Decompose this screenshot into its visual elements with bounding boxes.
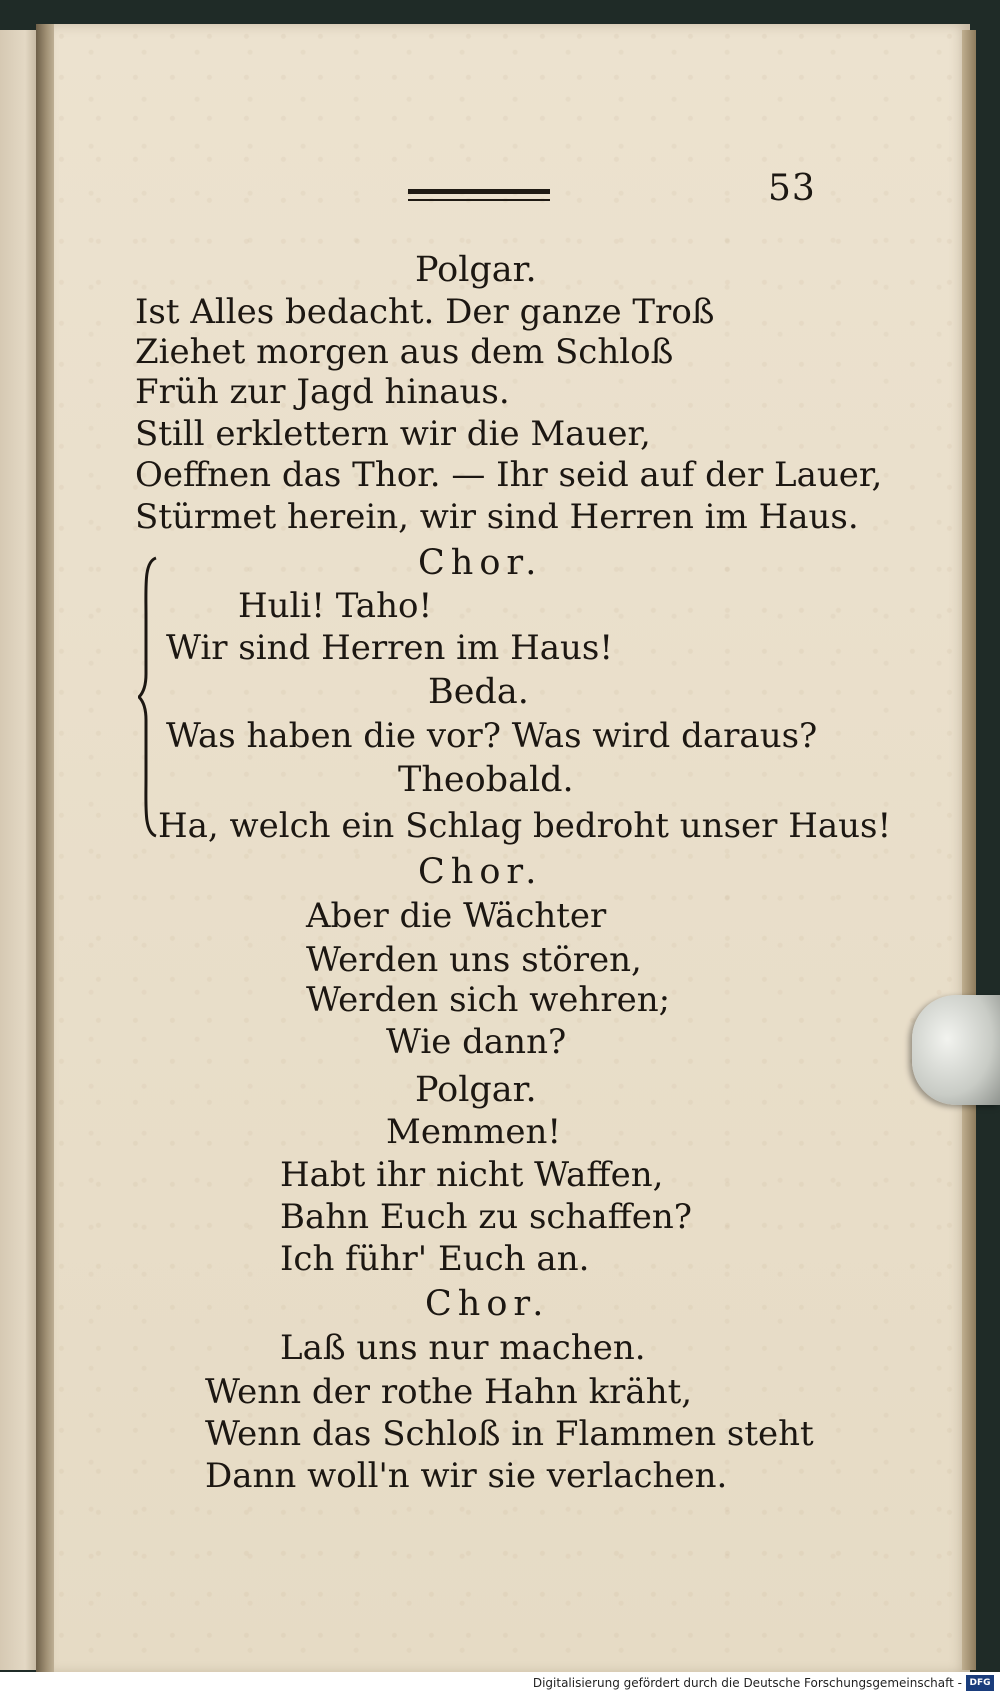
speaker-heading: Chor. <box>425 1284 550 1324</box>
digitization-footer <box>0 1672 1000 1695</box>
verse-line: Werden uns stören, <box>306 940 642 980</box>
verse-line: Was haben die vor? Was wird daraus? <box>166 716 818 756</box>
speaker-heading: Chor. <box>418 852 543 892</box>
verse-line: Still erklettern wir die Mauer, <box>135 414 651 454</box>
choral-brace <box>138 556 158 838</box>
verse-line: Wenn der rothe Hahn kräht, <box>205 1372 693 1412</box>
verse-line: Wie dann? <box>386 1022 567 1062</box>
dfg-logo: DFG <box>966 1675 994 1691</box>
page-number: 53 <box>768 168 816 209</box>
verse-line: Ziehet morgen aus dem Schloß <box>135 332 674 372</box>
speaker-heading: Polgar. <box>415 1070 537 1110</box>
verse-line: Ha, welch ein Schlag bedroht unser Haus! <box>158 806 892 846</box>
verse-line: Ist Alles bedacht. Der ganze Troß <box>135 292 715 332</box>
verse-line: Ich führ' Euch an. <box>280 1239 590 1279</box>
speaker-heading: Polgar. <box>415 250 537 290</box>
speaker-heading: Chor. <box>418 543 543 583</box>
verse-line: Werden sich wehren; <box>306 980 671 1020</box>
page-fore-edge <box>962 30 976 1670</box>
verse-line: Stürmet herein, wir sind Herren im Haus. <box>135 497 859 537</box>
verse-line: Oeffnen das Thor. — Ihr seid auf der Lauer, <box>135 455 883 495</box>
verse-line: Aber die Wächter <box>306 896 607 936</box>
speaker-heading: Theobald. <box>398 760 574 800</box>
verse-line: Dann woll'n wir sie verlachen. <box>205 1456 728 1496</box>
verse-line: Früh zur Jagd hinaus. <box>135 372 510 412</box>
verse-line: Wir sind Herren im Haus! <box>166 628 614 668</box>
verse-line: Habt ihr nicht Waffen, <box>280 1155 664 1195</box>
verse-line: Bahn Euch zu schaffen? <box>280 1197 693 1237</box>
scanner-page-clip <box>912 995 1000 1105</box>
verse-line: Huli! Taho! <box>238 586 433 626</box>
verse-line: Memmen! <box>386 1112 562 1152</box>
funding-credit: Digitalisierung gefördert durch die Deutsche Forschungsgemeinschaft - <box>532 1676 962 1690</box>
header-rule <box>408 189 550 201</box>
speaker-heading: Beda. <box>428 672 529 712</box>
verse-line: Wenn das Schloß in Flammen steht <box>205 1414 814 1454</box>
verse-line: Laß uns nur machen. <box>280 1328 646 1368</box>
